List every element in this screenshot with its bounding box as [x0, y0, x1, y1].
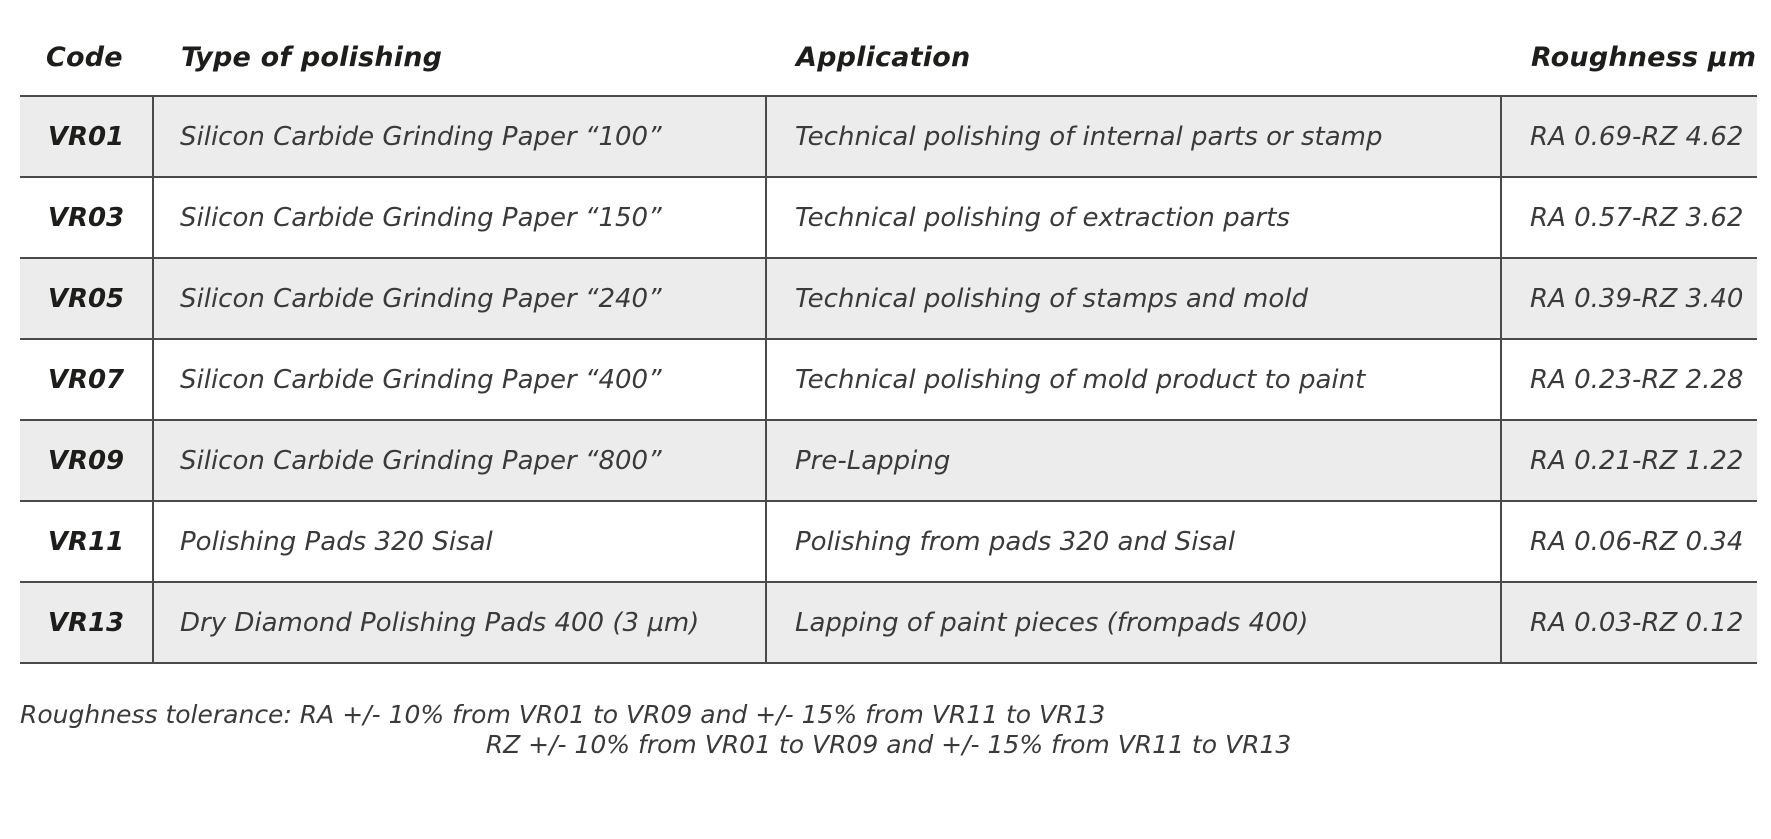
- table-row: [20, 258, 1757, 339]
- table-row: [20, 582, 1757, 663]
- cell-code: VR03: [20, 177, 153, 258]
- table-row: [20, 420, 1757, 501]
- cell-roughness: RA 0.57-RZ 3.62: [1501, 177, 1757, 258]
- column-header-application: Application: [796, 42, 971, 73]
- note-line-rz: RZ +/- 10% from VR01 to VR09 and +/- 15% from VR11 to VR13: [485, 729, 1292, 759]
- cell-roughness: RA 0.06-RZ 0.34: [1501, 501, 1757, 582]
- table-row: [20, 339, 1757, 420]
- cell-application: Polishing from pads 320 and Sisal: [766, 501, 1501, 582]
- cell-application: Technical polishing of mold product to paint: [766, 339, 1501, 420]
- column-header-code: Code: [46, 42, 123, 73]
- polishing-table-container: [20, 42, 1757, 664]
- roughness-tolerance-note: [20, 700, 1757, 759]
- cell-type-of-polishing: Silicon Carbide Grinding Paper “150”: [153, 177, 766, 258]
- table-header-row: [20, 42, 1757, 96]
- cell-application: Technical polishing of stamps and mold: [766, 258, 1501, 339]
- cell-roughness: RA 0.69-RZ 4.62: [1501, 96, 1757, 177]
- cell-code: VR09: [20, 420, 153, 501]
- cell-roughness: RA 0.03-RZ 0.12: [1501, 582, 1757, 663]
- cell-code: VR01: [20, 96, 153, 177]
- cell-type-of-polishing: Silicon Carbide Grinding Paper “100”: [153, 96, 766, 177]
- cell-code: VR11: [20, 501, 153, 582]
- cell-type-of-polishing: Silicon Carbide Grinding Paper “800”: [153, 420, 766, 501]
- table-body: [20, 96, 1757, 663]
- cell-application: Lapping of paint pieces (frompads 400): [766, 582, 1501, 663]
- cell-code: VR05: [20, 258, 153, 339]
- table-row: [20, 501, 1757, 582]
- cell-application: Technical polishing of extraction parts: [766, 177, 1501, 258]
- cell-type-of-polishing: Dry Diamond Polishing Pads 400 (3 µm): [153, 582, 766, 663]
- cell-roughness: RA 0.39-RZ 3.40: [1501, 258, 1757, 339]
- cell-type-of-polishing: Polishing Pads 320 Sisal: [153, 501, 766, 582]
- table-row: [20, 177, 1757, 258]
- cell-application: Pre-Lapping: [766, 420, 1501, 501]
- cell-roughness: RA 0.21-RZ 1.22: [1501, 420, 1757, 501]
- column-header-type-of-polishing: Type of polishing: [181, 42, 443, 73]
- column-header-roughness: Roughness µm: [1531, 42, 1757, 73]
- note-line-ra: Roughness tolerance: RA +/- 10% from VR01 to VR09 and +/- 15% from VR11 to VR13: [20, 700, 1106, 729]
- cell-type-of-polishing: Silicon Carbide Grinding Paper “400”: [153, 339, 766, 420]
- table-header: [20, 42, 1757, 96]
- cell-roughness: RA 0.23-RZ 2.28: [1501, 339, 1757, 420]
- cell-type-of-polishing: Silicon Carbide Grinding Paper “240”: [153, 258, 766, 339]
- cell-application: Technical polishing of internal parts or stamp: [766, 96, 1501, 177]
- table-row: [20, 96, 1757, 177]
- polishing-specification-table: [20, 42, 1757, 664]
- cell-code: VR13: [20, 582, 153, 663]
- cell-code: VR07: [20, 339, 153, 420]
